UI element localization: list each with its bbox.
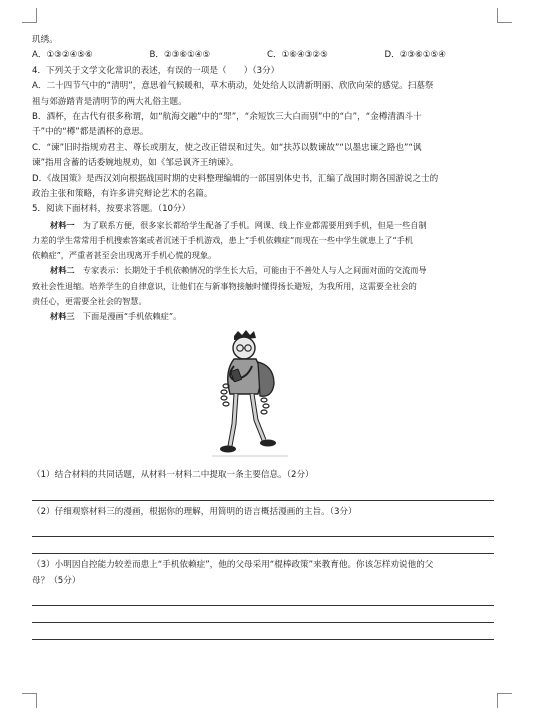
q5-stem: 5．阅读下面材料，按要求答题。（10分） [32,204,191,215]
q3-option-a: A．①③②④⑤⑥ [32,50,93,61]
q4-c-line1: C．“谏”旧时指规劝君主、尊长或朋友，使之改正错误和过失。如“扶苏以数谏故”“以墨忠谏之路也”“讽 [32,142,422,153]
q5-sub3-line1: （3）小明因自控能力较差而患上“手机依赖症”，他的父母采用“棍棒政策”来教育他。你该怎样劝说他的父 [32,560,434,571]
q4-d-line1: D．《战国策》是西汉刘向根据战国时期的史料整理编辑的一部国别体史书，汇编了战国时期各国游说之士的 [32,173,439,184]
crop-mark-top-right [497,8,512,23]
q4-b-line1: B．酒杯，在古代有很多称谓，如“航海交融”中的“斝”，“余短饮三大白而别”中的“白”，“金樽清酒斗十 [32,112,422,123]
crop-mark-top-left [22,8,37,23]
q4-b-line2: 千”中的“樽”都是酒杯的意思。 [32,127,149,138]
q4-stem: 4．下列关于文学文化常识的表述，有误的一项是（ ）（3分） [32,65,280,76]
q5-sub3-line2: 母？（5分） [32,575,81,586]
answer-line-1[interactable] [32,488,494,501]
cartoon-illustration [204,328,296,464]
q4-c-line2: 谏”指用含蓄的话委婉地规劝，如《邹忌讽齐王纳谏》。 [32,158,239,169]
answer-line-5[interactable] [32,610,494,623]
cartoon-phone-addict-image [204,328,296,464]
q3-option-d: D．②③⑥①⑤④ [384,50,446,61]
material1-label: 材料一 [50,219,75,230]
material1-line3: 依赖症”，严重者甚至会出现离开手机心慌的现象。 [32,250,217,261]
crop-mark-bottom-left [22,693,37,708]
q3-options [32,48,502,63]
material2-line1 [32,263,502,278]
material2-text-1: 专家表示：长期处于手机依赖情况的学生长大后，可能由于不善处人与人之间面对面的交流而导 [74,265,427,276]
q5-sub1: （1）结合材料的共同话题，从材料一材料二中提取一条主要信息。（2分） [32,470,314,481]
answer-line-6[interactable] [32,627,494,640]
q3-option-c: C．①⑥④③②⑤ [267,50,328,61]
material3-label: 材料三 [50,311,75,322]
q4-a-line1: A．二十四节气中的“清明”，意思着气候暖和，草木萌动，处处给人以清新明丽、欣欣向荣的感觉。扫墓祭 [32,81,434,92]
q3-option-b: B．②③⑥①④⑤ [149,50,211,61]
answer-line-3[interactable] [32,541,494,554]
material2-line3: 责任心，更需要全社会的智慧。 [32,295,147,306]
material1-text-1: 为了联系方便，很多家长都给学生配备了手机。网课、线上作业都需要用到手机，但是一些自制 [74,219,427,230]
crop-mark-bottom-right [497,693,512,708]
material1-line1 [32,218,502,233]
q5-sub2: （2）仔细观察材料三的漫画，根据你的理解，用简明的语言概括漫画的主旨。（3分） [32,506,357,517]
material3-line [32,309,502,324]
q4-d-line2: 政治主张和策略，有许多讲究辩论艺术的名篇。 [32,189,213,200]
page-content [32,33,502,644]
answer-line-2[interactable] [32,524,494,537]
q4-a-line2: 祖与郊游踏青是清明节的两大礼俗主题。 [32,96,187,107]
material1-line2: 力差的学生常常用手机搜索答案或者沉迷于手机游戏，患上“手机依赖症”而现在一些中学生就患上了“手机 [32,235,413,246]
top-line: 玑绣。 [32,35,58,45]
material2-line2: 致社会性退缩。培养学生的自律意识，让他们在与新事物接触时懂得扬长避短，为我所用，这需要全社会的 [32,280,417,291]
material3-text: 下面是漫画“手机依赖症”。 [74,311,182,322]
material2-label: 材料二 [50,265,75,276]
answer-line-4[interactable] [32,593,494,606]
